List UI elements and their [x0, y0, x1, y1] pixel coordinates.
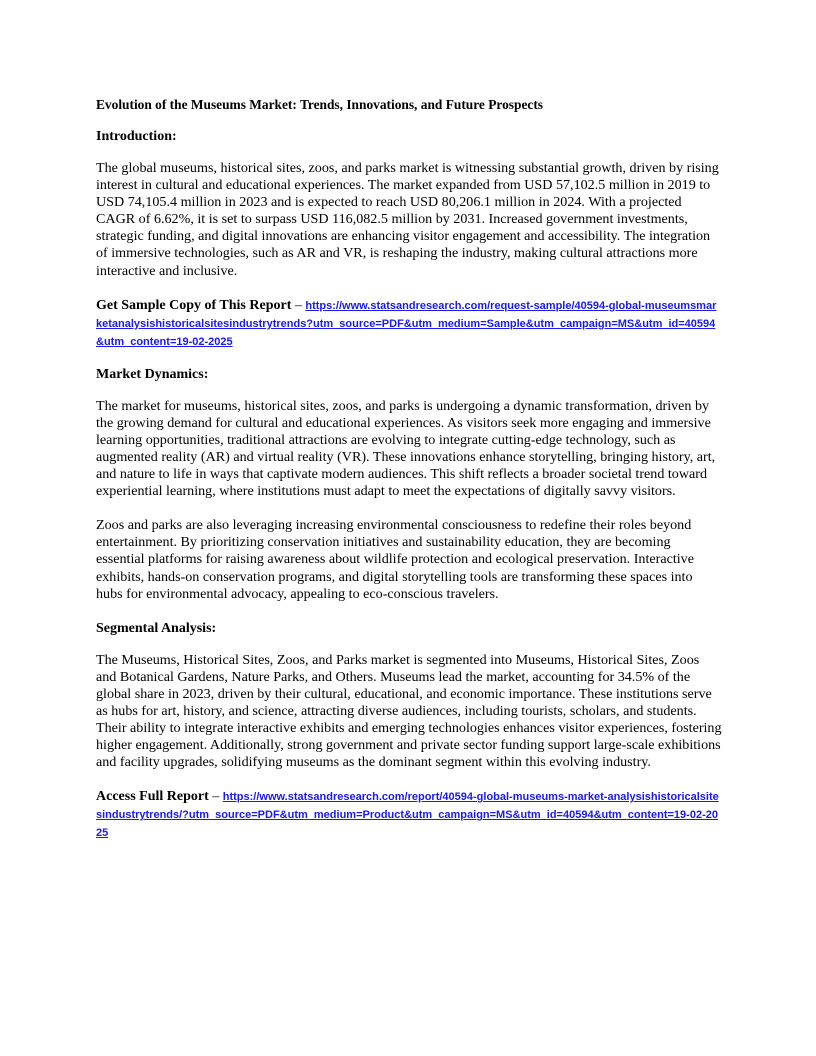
full-report-link[interactable]: https://www.statsandresearch.com/report/40594-global-museums-market-analysishistoricalsitesindustrytrends/?utm_source=PDF&utm_medium=Product&utm_campaign=MS&utm_id=40594&utm_content=19-02-2025	[96, 791, 719, 840]
introduction-paragraph: The global museums, historical sites, zoos, and parks market is witnessing substantial growth, driven by rising interest in cultural and educational experiences. The market expanded from USD 57,102.5 million in 2019 to USD 74,105.4 million in 2023 and is expected to reach USD 80,206.1 million in 2024. With a projected CAGR of 6.62%, it is set to surpass USD 116,082.5 million by 2031. Increased government investments, strategic funding, and digital innovations are enhancing visitor engagement and accessibility. The integration of immersive technologies, such as AR and VR, is reshaping the industry, making cultural attractions more interactive and inclusive.	[96, 160, 719, 279]
sample-report-link[interactable]: https://www.statsandresearch.com/request-sample/40594-global-museumsmarketanalysishistoricalsitesindustrytrends?utm_source=PDF&utm_medium=Sample&utm_campaign=MS&utm_id=40594&utm_content=19-02-2025	[96, 299, 717, 348]
full-report-line	[96, 788, 722, 842]
introduction-heading: Introduction:	[96, 129, 177, 144]
document-title: Evolution of the Museums Market: Trends, Innovations, and Future Prospects	[96, 97, 544, 112]
market-dynamics-paragraph-1: The market for museums, historical sites, zoos, and parks is undergoing a dynamic transformation, driven by the growing demand for cultural and educational experiences. As visitors seek more engaging and immersive learning opportunities, traditional attractions are evolving to integrate cutting-edge technology, such as augmented reality (AR) and virtual reality (VR). These innovations enhance storytelling, bringing history, art, and nature to life in ways that captivate modern audiences. This shift reflects a broader societal trend toward experiential learning, where institutions must adapt to meet the expectations of digitally savvy visitors.	[96, 397, 716, 500]
sample-report-dash: –	[291, 297, 306, 313]
market-dynamics-heading: Market Dynamics:	[96, 366, 209, 382]
document-page	[96, 96, 722, 857]
sample-report-label: Get Sample Copy of This Report	[96, 297, 292, 313]
sample-report-line	[96, 297, 722, 351]
segmental-analysis-heading: Segmental Analysis:	[96, 620, 217, 636]
full-report-label: Access Full Report	[96, 789, 209, 805]
segmental-analysis-paragraph: The Museums, Historical Sites, Zoos, and Parks market is segmented into Museums, Historical Sites, Zoos and Botanical Gardens, Nature Parks, and Others. Museums lead the market, accounting for 34.5% of the global share in 2023, driven by their cultural, educational, and economic importance. These institutions serve as hubs for art, history, and science, attracting diverse audiences, including tourists, scholars, and students. Their ability to integrate interactive exhibits and emerging technologies enhances visitor experiences, fostering higher engagement. Additionally, strong government and private sector funding support large-scale exhibitions and facility upgrades, solidifying museums as the dominant segment within this evolving industry.	[96, 651, 722, 771]
market-dynamics-paragraph-2: Zoos and parks are also leveraging increasing environmental consciousness to redefine their roles beyond entertainment. By prioritizing conservation initiatives and sustainability education, they are becoming essential platforms for raising awareness about wildlife protection and ecological preservation. Interactive exhibits, hands-on conservation programs, and digital storytelling tools are transforming these spaces into hubs for environmental advocacy, appealing to eco-conscious travelers.	[96, 517, 694, 602]
full-report-dash: –	[208, 789, 223, 805]
